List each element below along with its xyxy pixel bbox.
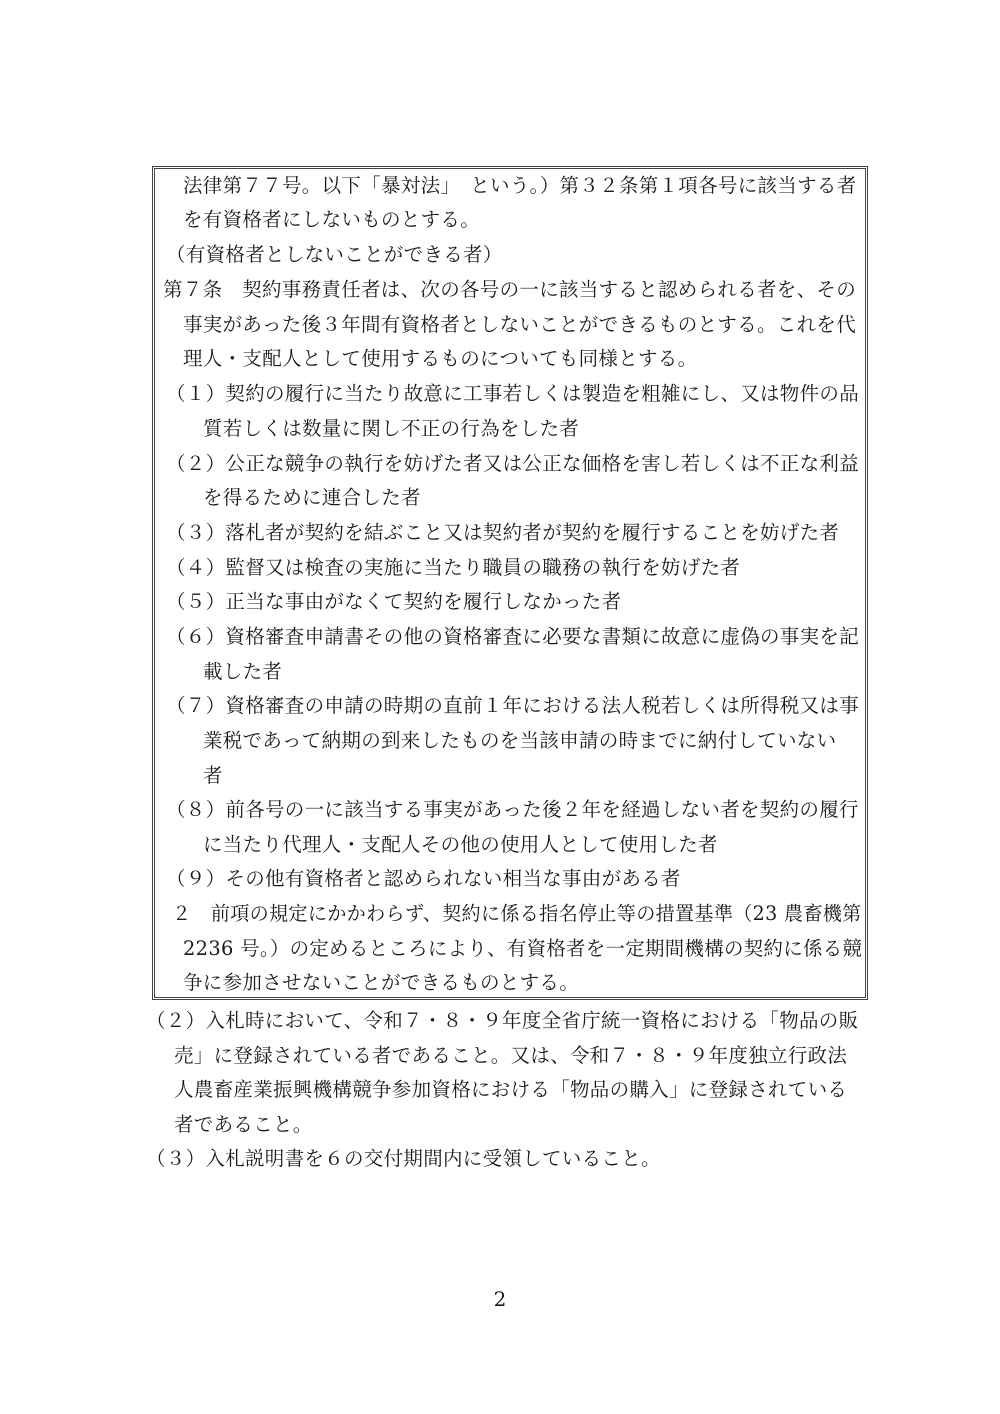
text-line: 質若しくは数量に関し不正の行為をした者 <box>203 417 580 440</box>
text-line: （２）入札時において、令和７・８・９年度全省庁統一資格における「物品の販 <box>146 1009 859 1032</box>
text-line: （９）その他有資格者と認められない相当な事由がある者 <box>166 867 681 890</box>
text-line: （８）前各号の一に該当する事実があった後２年を経過しない者を契約の履行 <box>166 798 859 821</box>
text-line: ２ 前項の規定にかかわらず、契約に係る指名停止等の措置基準（23 農畜機第 <box>172 902 862 925</box>
text-line: 法律第７７号。以下「暴対法」 という。）第３２条第１項各号に該当する者 <box>183 174 857 197</box>
text-line: （７）資格審査の申請の時期の直前１年における法人税若しくは所得税又は事 <box>166 694 860 717</box>
text-line: 人農畜産業振興機構競争参加資格における「物品の購入」に登録されている <box>174 1078 848 1101</box>
text-line: 争に参加させないことができるものとする。 <box>183 971 580 994</box>
text-line: に当たり代理人・支配人その他の使用人として使用した者 <box>203 833 718 856</box>
text-line: 載した者 <box>203 660 283 683</box>
text-line: （６）資格審査申請書その他の資格審査に必要な書類に故意に虚偽の事実を記 <box>166 625 860 648</box>
text-line: （３）入札説明書を６の交付期間内に受領していること。 <box>146 1147 661 1170</box>
text-line: 者であること。 <box>174 1113 313 1136</box>
text-line: 売」に登録されている者であること。又は、令和７・８・９年度独立行政法 <box>174 1044 848 1067</box>
page-number: 2 <box>493 1287 507 1311</box>
text-line: 事実があった後３年間有資格者としないことができるものとする。これを代 <box>183 313 857 336</box>
text-line: 2236 号。）の定めるところにより、有資格者を一定期間機構の契約に係る競 <box>183 937 863 960</box>
text-line: （３）落札者が契約を結ぶこと又は契約者が契約を履行することを妨げた者 <box>166 521 840 544</box>
text-line: （１）契約の履行に当たり故意に工事若しくは製造を粗雑にし、又は物件の品 <box>166 382 860 405</box>
text-line: （有資格者としないことができる者） <box>166 243 503 266</box>
text-line: を得るために連合した者 <box>203 486 421 509</box>
text-line: （２）公正な競争の執行を妨げた者又は公正な価格を害し若しくは不正な利益 <box>166 452 860 475</box>
text-line: 業税であって納期の到来したものを当該申請の時までに納付していない <box>203 729 837 752</box>
text-line: 第７条 契約事務責任者は、次の各号の一に該当すると認められる者を、その <box>163 278 856 301</box>
text-line: 理人・支配人として使用するものについても同様とする。 <box>183 347 698 370</box>
text-line: （４）監督又は検査の実施に当たり職員の職務の執行を妨げた者 <box>166 556 741 579</box>
text-line: 者 <box>203 764 223 787</box>
text-line: （５）正当な事由がなくて契約を履行しなかった者 <box>166 590 622 613</box>
text-line: を有資格者にしないものとする。 <box>183 208 481 231</box>
